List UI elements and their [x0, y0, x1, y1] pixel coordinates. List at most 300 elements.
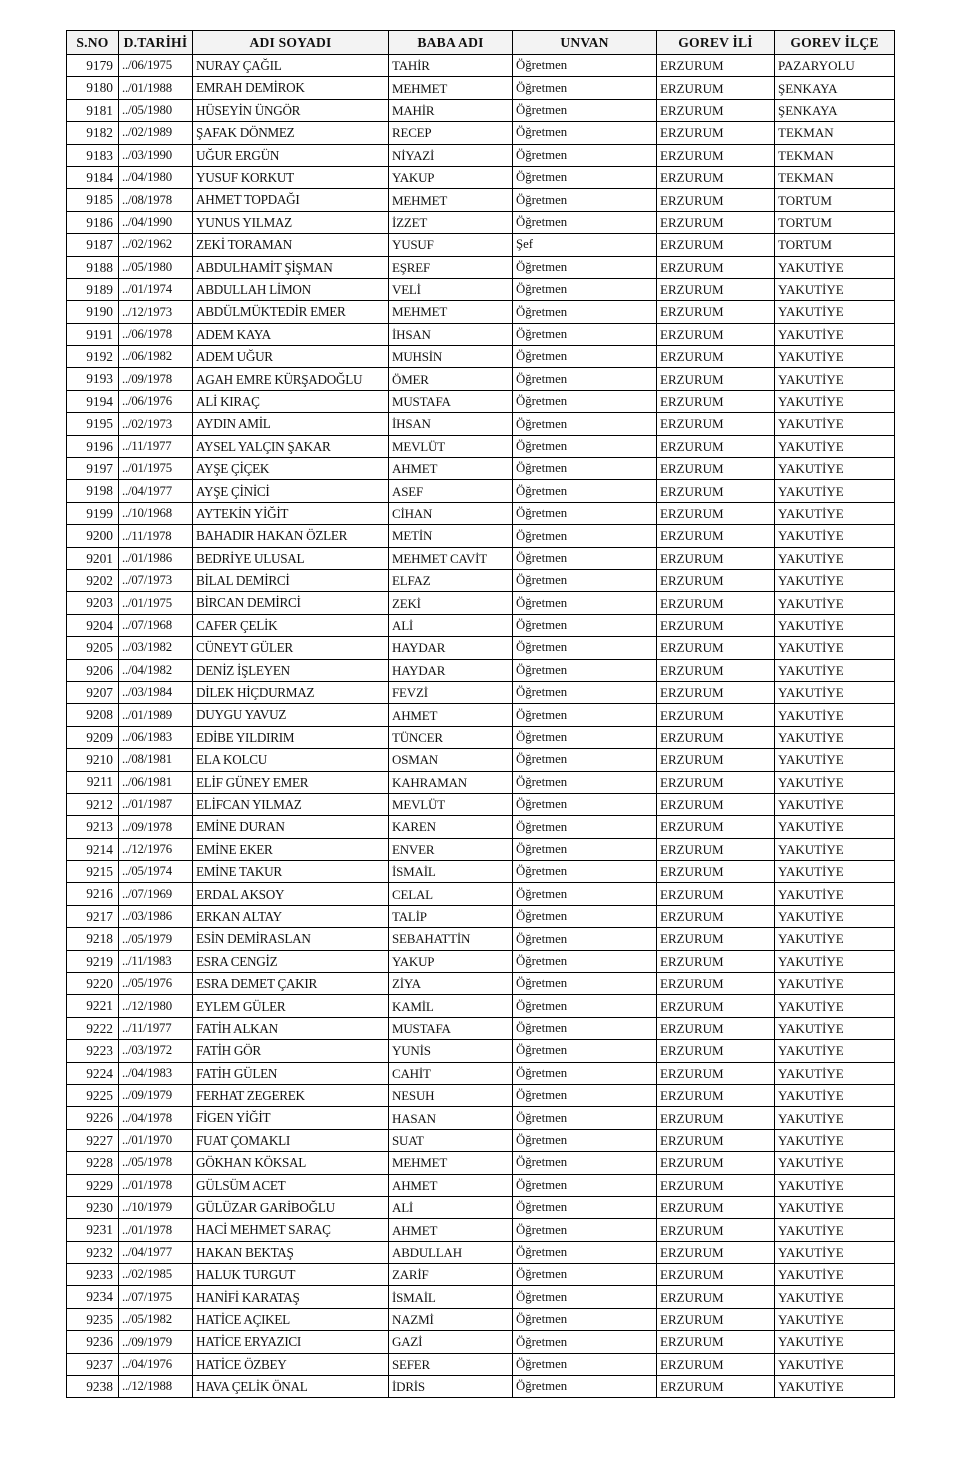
cell-gorev-ilce: YAKUTİYE: [775, 592, 895, 614]
cell-gorev-ili: ERZURUM: [657, 1152, 775, 1174]
cell-dtarihi: ../02/1962: [119, 234, 193, 256]
cell-baba-adi: CİHAN: [389, 502, 513, 524]
table-row: [67, 99, 895, 121]
cell-dtarihi: ../01/1988: [119, 77, 193, 99]
cell-dtarihi: ../05/1980: [119, 99, 193, 121]
cell-adi-soyadi: DİLEK HİÇDURMAZ: [193, 681, 389, 703]
personnel-table: [66, 30, 895, 1398]
cell-sno: 9208: [67, 704, 119, 726]
table-row: [67, 77, 895, 99]
cell-unvan: Öğretmen: [513, 1353, 657, 1375]
cell-sno: 9183: [67, 144, 119, 166]
table-row: [67, 1196, 895, 1218]
cell-gorev-ilce: YAKUTİYE: [775, 1376, 895, 1398]
cell-gorev-ili: ERZURUM: [657, 413, 775, 435]
cell-sno: 9206: [67, 659, 119, 681]
cell-adi-soyadi: AYŞE ÇİÇEK: [193, 458, 389, 480]
cell-dtarihi: ../04/1990: [119, 211, 193, 233]
cell-sno: 9233: [67, 1264, 119, 1286]
cell-adi-soyadi: FERHAT ZEGEREK: [193, 1084, 389, 1106]
cell-gorev-ili: ERZURUM: [657, 1376, 775, 1398]
cell-gorev-ilce: YAKUTİYE: [775, 278, 895, 300]
cell-dtarihi: ../12/1976: [119, 838, 193, 860]
cell-dtarihi: ../03/1972: [119, 1040, 193, 1062]
cell-sno: 9184: [67, 166, 119, 188]
cell-gorev-ilce: YAKUTİYE: [775, 973, 895, 995]
cell-dtarihi: ../05/1978: [119, 1152, 193, 1174]
cell-adi-soyadi: HACİ MEHMET SARAÇ: [193, 1219, 389, 1241]
cell-unvan: Öğretmen: [513, 122, 657, 144]
cell-baba-adi: HASAN: [389, 1107, 513, 1129]
cell-gorev-ili: ERZURUM: [657, 1241, 775, 1263]
cell-unvan: Öğretmen: [513, 525, 657, 547]
cell-gorev-ili: ERZURUM: [657, 838, 775, 860]
cell-unvan: Öğretmen: [513, 614, 657, 636]
cell-baba-adi: MUSTAFA: [389, 1017, 513, 1039]
cell-adi-soyadi: NURAY ÇAĞIL: [193, 55, 389, 77]
cell-gorev-ilce: YAKUTİYE: [775, 502, 895, 524]
table-row: [67, 458, 895, 480]
table-row: [67, 435, 895, 457]
cell-gorev-ili: ERZURUM: [657, 189, 775, 211]
cell-unvan: Öğretmen: [513, 1062, 657, 1084]
cell-sno: 9221: [67, 995, 119, 1017]
column-header-gorev-ilce: GOREV İLÇE: [775, 31, 895, 55]
table-row: [67, 1264, 895, 1286]
cell-dtarihi: ../04/1977: [119, 1241, 193, 1263]
cell-sno: 9182: [67, 122, 119, 144]
cell-sno: 9224: [67, 1062, 119, 1084]
cell-gorev-ilce: YAKUTİYE: [775, 704, 895, 726]
cell-baba-adi: İHSAN: [389, 413, 513, 435]
cell-unvan: Öğretmen: [513, 413, 657, 435]
cell-sno: 9209: [67, 726, 119, 748]
cell-baba-adi: MEHMET: [389, 301, 513, 323]
cell-gorev-ilce: TEKMAN: [775, 122, 895, 144]
table-row: [67, 144, 895, 166]
cell-gorev-ilce: PAZARYOLU: [775, 55, 895, 77]
cell-gorev-ili: ERZURUM: [657, 928, 775, 950]
cell-dtarihi: ../12/1988: [119, 1376, 193, 1398]
cell-sno: 9191: [67, 323, 119, 345]
cell-unvan: Öğretmen: [513, 55, 657, 77]
cell-dtarihi: ../01/1975: [119, 458, 193, 480]
cell-sno: 9237: [67, 1353, 119, 1375]
cell-gorev-ili: ERZURUM: [657, 659, 775, 681]
cell-dtarihi: ../02/1985: [119, 1264, 193, 1286]
cell-dtarihi: ../06/1981: [119, 771, 193, 793]
cell-sno: 9222: [67, 1017, 119, 1039]
cell-gorev-ili: ERZURUM: [657, 1219, 775, 1241]
cell-baba-adi: YAKUP: [389, 166, 513, 188]
table-row: [67, 55, 895, 77]
cell-baba-adi: ELFAZ: [389, 569, 513, 591]
cell-baba-adi: ZİYA: [389, 973, 513, 995]
cell-sno: 9203: [67, 592, 119, 614]
table-row: [67, 480, 895, 502]
cell-sno: 9223: [67, 1040, 119, 1062]
cell-gorev-ilce: YAKUTİYE: [775, 256, 895, 278]
cell-unvan: Öğretmen: [513, 659, 657, 681]
table-row: [67, 547, 895, 569]
cell-gorev-ilce: YAKUTİYE: [775, 346, 895, 368]
cell-gorev-ilce: YAKUTİYE: [775, 816, 895, 838]
cell-adi-soyadi: AGAH EMRE KÜRŞADOĞLU: [193, 368, 389, 390]
cell-dtarihi: ../08/1978: [119, 189, 193, 211]
cell-unvan: Öğretmen: [513, 1040, 657, 1062]
cell-adi-soyadi: BİRCAN DEMİRCİ: [193, 592, 389, 614]
cell-baba-adi: İSMAİL: [389, 861, 513, 883]
cell-unvan: Öğretmen: [513, 973, 657, 995]
cell-gorev-ilce: YAKUTİYE: [775, 413, 895, 435]
table-row: [67, 749, 895, 771]
cell-adi-soyadi: EYLEM GÜLER: [193, 995, 389, 1017]
cell-gorev-ilce: YAKUTİYE: [775, 1219, 895, 1241]
table-row: [67, 1353, 895, 1375]
cell-adi-soyadi: FATİH GÜLEN: [193, 1062, 389, 1084]
cell-baba-adi: NAZMİ: [389, 1308, 513, 1330]
cell-gorev-ili: ERZURUM: [657, 1040, 775, 1062]
table-row: [67, 838, 895, 860]
cell-unvan: Öğretmen: [513, 368, 657, 390]
cell-dtarihi: ../05/1974: [119, 861, 193, 883]
table-row: [67, 1040, 895, 1062]
column-header-sno: S.NO: [67, 31, 119, 55]
cell-baba-adi: YUSUF: [389, 234, 513, 256]
cell-gorev-ilce: YAKUTİYE: [775, 301, 895, 323]
cell-gorev-ili: ERZURUM: [657, 99, 775, 121]
table-row: [67, 726, 895, 748]
table-row: [67, 301, 895, 323]
column-header-dtarihi: D.TARİHİ: [119, 31, 193, 55]
cell-baba-adi: AHMET: [389, 704, 513, 726]
cell-gorev-ili: ERZURUM: [657, 166, 775, 188]
cell-baba-adi: ENVER: [389, 838, 513, 860]
table-row: [67, 592, 895, 614]
cell-sno: 9217: [67, 905, 119, 927]
cell-sno: 9230: [67, 1196, 119, 1218]
cell-baba-adi: TÜNCER: [389, 726, 513, 748]
table-row: [67, 1084, 895, 1106]
cell-dtarihi: ../01/1987: [119, 793, 193, 815]
cell-sno: 9205: [67, 637, 119, 659]
cell-unvan: Öğretmen: [513, 1308, 657, 1330]
cell-unvan: Öğretmen: [513, 547, 657, 569]
cell-unvan: Şef: [513, 234, 657, 256]
table-body: [67, 55, 895, 1398]
table-row: [67, 569, 895, 591]
cell-sno: 9238: [67, 1376, 119, 1398]
cell-gorev-ili: ERZURUM: [657, 569, 775, 591]
cell-gorev-ili: ERZURUM: [657, 211, 775, 233]
cell-adi-soyadi: ELA KOLCU: [193, 749, 389, 771]
cell-dtarihi: ../02/1973: [119, 413, 193, 435]
cell-dtarihi: ../01/1978: [119, 1219, 193, 1241]
cell-gorev-ili: ERZURUM: [657, 234, 775, 256]
cell-gorev-ili: ERZURUM: [657, 435, 775, 457]
personnel-list-document: [66, 30, 894, 1398]
cell-sno: 9213: [67, 816, 119, 838]
cell-gorev-ilce: YAKUTİYE: [775, 323, 895, 345]
cell-unvan: Öğretmen: [513, 1084, 657, 1106]
cell-sno: 9204: [67, 614, 119, 636]
table-row: [67, 390, 895, 412]
cell-gorev-ili: ERZURUM: [657, 122, 775, 144]
cell-adi-soyadi: EMİNE EKER: [193, 838, 389, 860]
cell-gorev-ili: ERZURUM: [657, 726, 775, 748]
table-row: [67, 122, 895, 144]
cell-gorev-ilce: TORTUM: [775, 189, 895, 211]
cell-dtarihi: ../03/1984: [119, 681, 193, 703]
cell-sno: 9218: [67, 928, 119, 950]
cell-adi-soyadi: HANİFİ KARATAŞ: [193, 1286, 389, 1308]
cell-dtarihi: ../07/1968: [119, 614, 193, 636]
cell-dtarihi: ../01/1978: [119, 1174, 193, 1196]
cell-dtarihi: ../05/1980: [119, 256, 193, 278]
table-row: [67, 189, 895, 211]
cell-adi-soyadi: AYDIN AMİL: [193, 413, 389, 435]
cell-baba-adi: YUNİS: [389, 1040, 513, 1062]
cell-sno: 9225: [67, 1084, 119, 1106]
cell-baba-adi: CAHİT: [389, 1062, 513, 1084]
cell-adi-soyadi: EDİBE YILDIRIM: [193, 726, 389, 748]
cell-unvan: Öğretmen: [513, 749, 657, 771]
cell-gorev-ili: ERZURUM: [657, 368, 775, 390]
cell-baba-adi: MEVLÜT: [389, 435, 513, 457]
cell-gorev-ilce: YAKUTİYE: [775, 928, 895, 950]
cell-gorev-ilce: YAKUTİYE: [775, 861, 895, 883]
cell-adi-soyadi: FATİH ALKAN: [193, 1017, 389, 1039]
cell-gorev-ilce: YAKUTİYE: [775, 1062, 895, 1084]
cell-unvan: Öğretmen: [513, 346, 657, 368]
cell-sno: 9188: [67, 256, 119, 278]
cell-gorev-ilce: YAKUTİYE: [775, 569, 895, 591]
cell-baba-adi: ZARİF: [389, 1264, 513, 1286]
table-row: [67, 816, 895, 838]
cell-baba-adi: OSMAN: [389, 749, 513, 771]
cell-unvan: Öğretmen: [513, 1264, 657, 1286]
cell-adi-soyadi: FATİH GÖR: [193, 1040, 389, 1062]
cell-baba-adi: AHMET: [389, 1219, 513, 1241]
cell-unvan: Öğretmen: [513, 480, 657, 502]
cell-dtarihi: ../07/1975: [119, 1286, 193, 1308]
cell-unvan: Öğretmen: [513, 950, 657, 972]
cell-adi-soyadi: AHMET TOPDAĞI: [193, 189, 389, 211]
cell-unvan: Öğretmen: [513, 301, 657, 323]
cell-unvan: Öğretmen: [513, 502, 657, 524]
cell-adi-soyadi: EMRAH DEMİROK: [193, 77, 389, 99]
column-header-adi-soyadi: ADI SOYADI: [193, 31, 389, 55]
cell-gorev-ili: ERZURUM: [657, 681, 775, 703]
cell-gorev-ili: ERZURUM: [657, 1107, 775, 1129]
cell-adi-soyadi: HALUK TURGUT: [193, 1264, 389, 1286]
cell-sno: 9227: [67, 1129, 119, 1151]
cell-sno: 9229: [67, 1174, 119, 1196]
cell-dtarihi: ../09/1979: [119, 1331, 193, 1353]
table-row: [67, 704, 895, 726]
cell-gorev-ilce: ŞENKAYA: [775, 99, 895, 121]
cell-baba-adi: MEHMET: [389, 189, 513, 211]
table-row: [67, 413, 895, 435]
cell-baba-adi: SUAT: [389, 1129, 513, 1151]
cell-sno: 9212: [67, 793, 119, 815]
cell-gorev-ilce: YAKUTİYE: [775, 1331, 895, 1353]
cell-unvan: Öğretmen: [513, 1017, 657, 1039]
table-row: [67, 525, 895, 547]
cell-unvan: Öğretmen: [513, 726, 657, 748]
table-row: [67, 995, 895, 1017]
table-row: [67, 637, 895, 659]
cell-unvan: Öğretmen: [513, 166, 657, 188]
cell-sno: 9179: [67, 55, 119, 77]
cell-unvan: Öğretmen: [513, 1174, 657, 1196]
column-header-gorev-ili: GOREV İLİ: [657, 31, 775, 55]
cell-adi-soyadi: ABDULHAMİT ŞİŞMAN: [193, 256, 389, 278]
cell-gorev-ilce: YAKUTİYE: [775, 1017, 895, 1039]
cell-gorev-ili: ERZURUM: [657, 278, 775, 300]
cell-gorev-ilce: YAKUTİYE: [775, 883, 895, 905]
cell-sno: 9185: [67, 189, 119, 211]
table-row: [67, 368, 895, 390]
table-row: [67, 771, 895, 793]
cell-gorev-ilce: ŞENKAYA: [775, 77, 895, 99]
cell-dtarihi: ../06/1978: [119, 323, 193, 345]
cell-adi-soyadi: FİGEN YİĞİT: [193, 1107, 389, 1129]
table-row: [67, 1152, 895, 1174]
cell-sno: 9201: [67, 547, 119, 569]
table-row: [67, 1219, 895, 1241]
cell-sno: 9196: [67, 435, 119, 457]
cell-dtarihi: ../01/1974: [119, 278, 193, 300]
cell-gorev-ilce: YAKUTİYE: [775, 1308, 895, 1330]
cell-unvan: Öğretmen: [513, 816, 657, 838]
cell-sno: 9200: [67, 525, 119, 547]
cell-gorev-ili: ERZURUM: [657, 77, 775, 99]
table-row: [67, 950, 895, 972]
cell-baba-adi: NESUH: [389, 1084, 513, 1106]
cell-adi-soyadi: DUYGU YAVUZ: [193, 704, 389, 726]
cell-gorev-ilce: YAKUTİYE: [775, 726, 895, 748]
cell-unvan: Öğretmen: [513, 1286, 657, 1308]
cell-gorev-ili: ERZURUM: [657, 1196, 775, 1218]
cell-gorev-ili: ERZURUM: [657, 1353, 775, 1375]
cell-adi-soyadi: HATİCE AÇIKEL: [193, 1308, 389, 1330]
table-row: [67, 1308, 895, 1330]
cell-gorev-ilce: YAKUTİYE: [775, 771, 895, 793]
cell-sno: 9189: [67, 278, 119, 300]
cell-adi-soyadi: ALİ KIRAÇ: [193, 390, 389, 412]
cell-unvan: Öğretmen: [513, 861, 657, 883]
cell-gorev-ilce: YAKUTİYE: [775, 1286, 895, 1308]
cell-sno: 9194: [67, 390, 119, 412]
cell-gorev-ili: ERZURUM: [657, 1062, 775, 1084]
table-row: [67, 278, 895, 300]
cell-dtarihi: ../03/1990: [119, 144, 193, 166]
table-row: [67, 346, 895, 368]
cell-gorev-ili: ERZURUM: [657, 323, 775, 345]
cell-dtarihi: ../12/1980: [119, 995, 193, 1017]
cell-sno: 9235: [67, 1308, 119, 1330]
cell-gorev-ilce: TEKMAN: [775, 166, 895, 188]
cell-adi-soyadi: HAVA ÇELİK ÖNAL: [193, 1376, 389, 1398]
cell-gorev-ilce: YAKUTİYE: [775, 1174, 895, 1196]
cell-unvan: Öğretmen: [513, 189, 657, 211]
cell-adi-soyadi: AYSEL YALÇIN ŞAKAR: [193, 435, 389, 457]
cell-adi-soyadi: HATİCE ERYAZICI: [193, 1331, 389, 1353]
cell-gorev-ilce: TEKMAN: [775, 144, 895, 166]
cell-baba-adi: VELİ: [389, 278, 513, 300]
cell-gorev-ili: ERZURUM: [657, 793, 775, 815]
cell-baba-adi: MEHMET CAVİT: [389, 547, 513, 569]
cell-sno: 9190: [67, 301, 119, 323]
cell-baba-adi: İDRİS: [389, 1376, 513, 1398]
cell-gorev-ilce: YAKUTİYE: [775, 1107, 895, 1129]
cell-adi-soyadi: ESİN DEMİRASLAN: [193, 928, 389, 950]
cell-baba-adi: YAKUP: [389, 950, 513, 972]
cell-baba-adi: MAHİR: [389, 99, 513, 121]
cell-unvan: Öğretmen: [513, 1219, 657, 1241]
table-row: [67, 1017, 895, 1039]
cell-dtarihi: ../05/1982: [119, 1308, 193, 1330]
cell-gorev-ili: ERZURUM: [657, 144, 775, 166]
cell-baba-adi: ALİ: [389, 614, 513, 636]
cell-baba-adi: HAYDAR: [389, 659, 513, 681]
cell-baba-adi: EŞREF: [389, 256, 513, 278]
cell-baba-adi: ALİ: [389, 1196, 513, 1218]
cell-dtarihi: ../07/1973: [119, 569, 193, 591]
cell-unvan: Öğretmen: [513, 995, 657, 1017]
cell-adi-soyadi: AYŞE ÇİNİCİ: [193, 480, 389, 502]
cell-unvan: Öğretmen: [513, 1196, 657, 1218]
cell-gorev-ilce: YAKUTİYE: [775, 1196, 895, 1218]
cell-adi-soyadi: ELİF GÜNEY EMER: [193, 771, 389, 793]
cell-gorev-ilce: YAKUTİYE: [775, 458, 895, 480]
cell-gorev-ilce: YAKUTİYE: [775, 793, 895, 815]
cell-unvan: Öğretmen: [513, 1107, 657, 1129]
cell-baba-adi: GAZİ: [389, 1331, 513, 1353]
cell-gorev-ili: ERZURUM: [657, 55, 775, 77]
table-row: [67, 166, 895, 188]
cell-baba-adi: MEVLÜT: [389, 793, 513, 815]
cell-gorev-ili: ERZURUM: [657, 525, 775, 547]
cell-dtarihi: ../11/1978: [119, 525, 193, 547]
cell-dtarihi: ../01/1970: [119, 1129, 193, 1151]
table-row: [67, 973, 895, 995]
cell-gorev-ili: ERZURUM: [657, 861, 775, 883]
cell-adi-soyadi: CAFER ÇELİK: [193, 614, 389, 636]
cell-unvan: Öğretmen: [513, 435, 657, 457]
cell-gorev-ili: ERZURUM: [657, 458, 775, 480]
cell-dtarihi: ../05/1979: [119, 928, 193, 950]
cell-unvan: Öğretmen: [513, 681, 657, 703]
cell-gorev-ili: ERZURUM: [657, 704, 775, 726]
cell-baba-adi: İZZET: [389, 211, 513, 233]
cell-dtarihi: ../01/1989: [119, 704, 193, 726]
cell-adi-soyadi: DENİZ İŞLEYEN: [193, 659, 389, 681]
cell-gorev-ili: ERZURUM: [657, 256, 775, 278]
cell-dtarihi: ../03/1982: [119, 637, 193, 659]
cell-gorev-ilce: YAKUTİYE: [775, 950, 895, 972]
cell-dtarihi: ../04/1978: [119, 1107, 193, 1129]
table-row: [67, 1129, 895, 1151]
cell-adi-soyadi: GÜLSÜM ACET: [193, 1174, 389, 1196]
cell-baba-adi: SEBAHATTİN: [389, 928, 513, 950]
cell-sno: 9197: [67, 458, 119, 480]
cell-unvan: Öğretmen: [513, 569, 657, 591]
cell-dtarihi: ../09/1978: [119, 368, 193, 390]
cell-dtarihi: ../09/1979: [119, 1084, 193, 1106]
cell-unvan: Öğretmen: [513, 144, 657, 166]
